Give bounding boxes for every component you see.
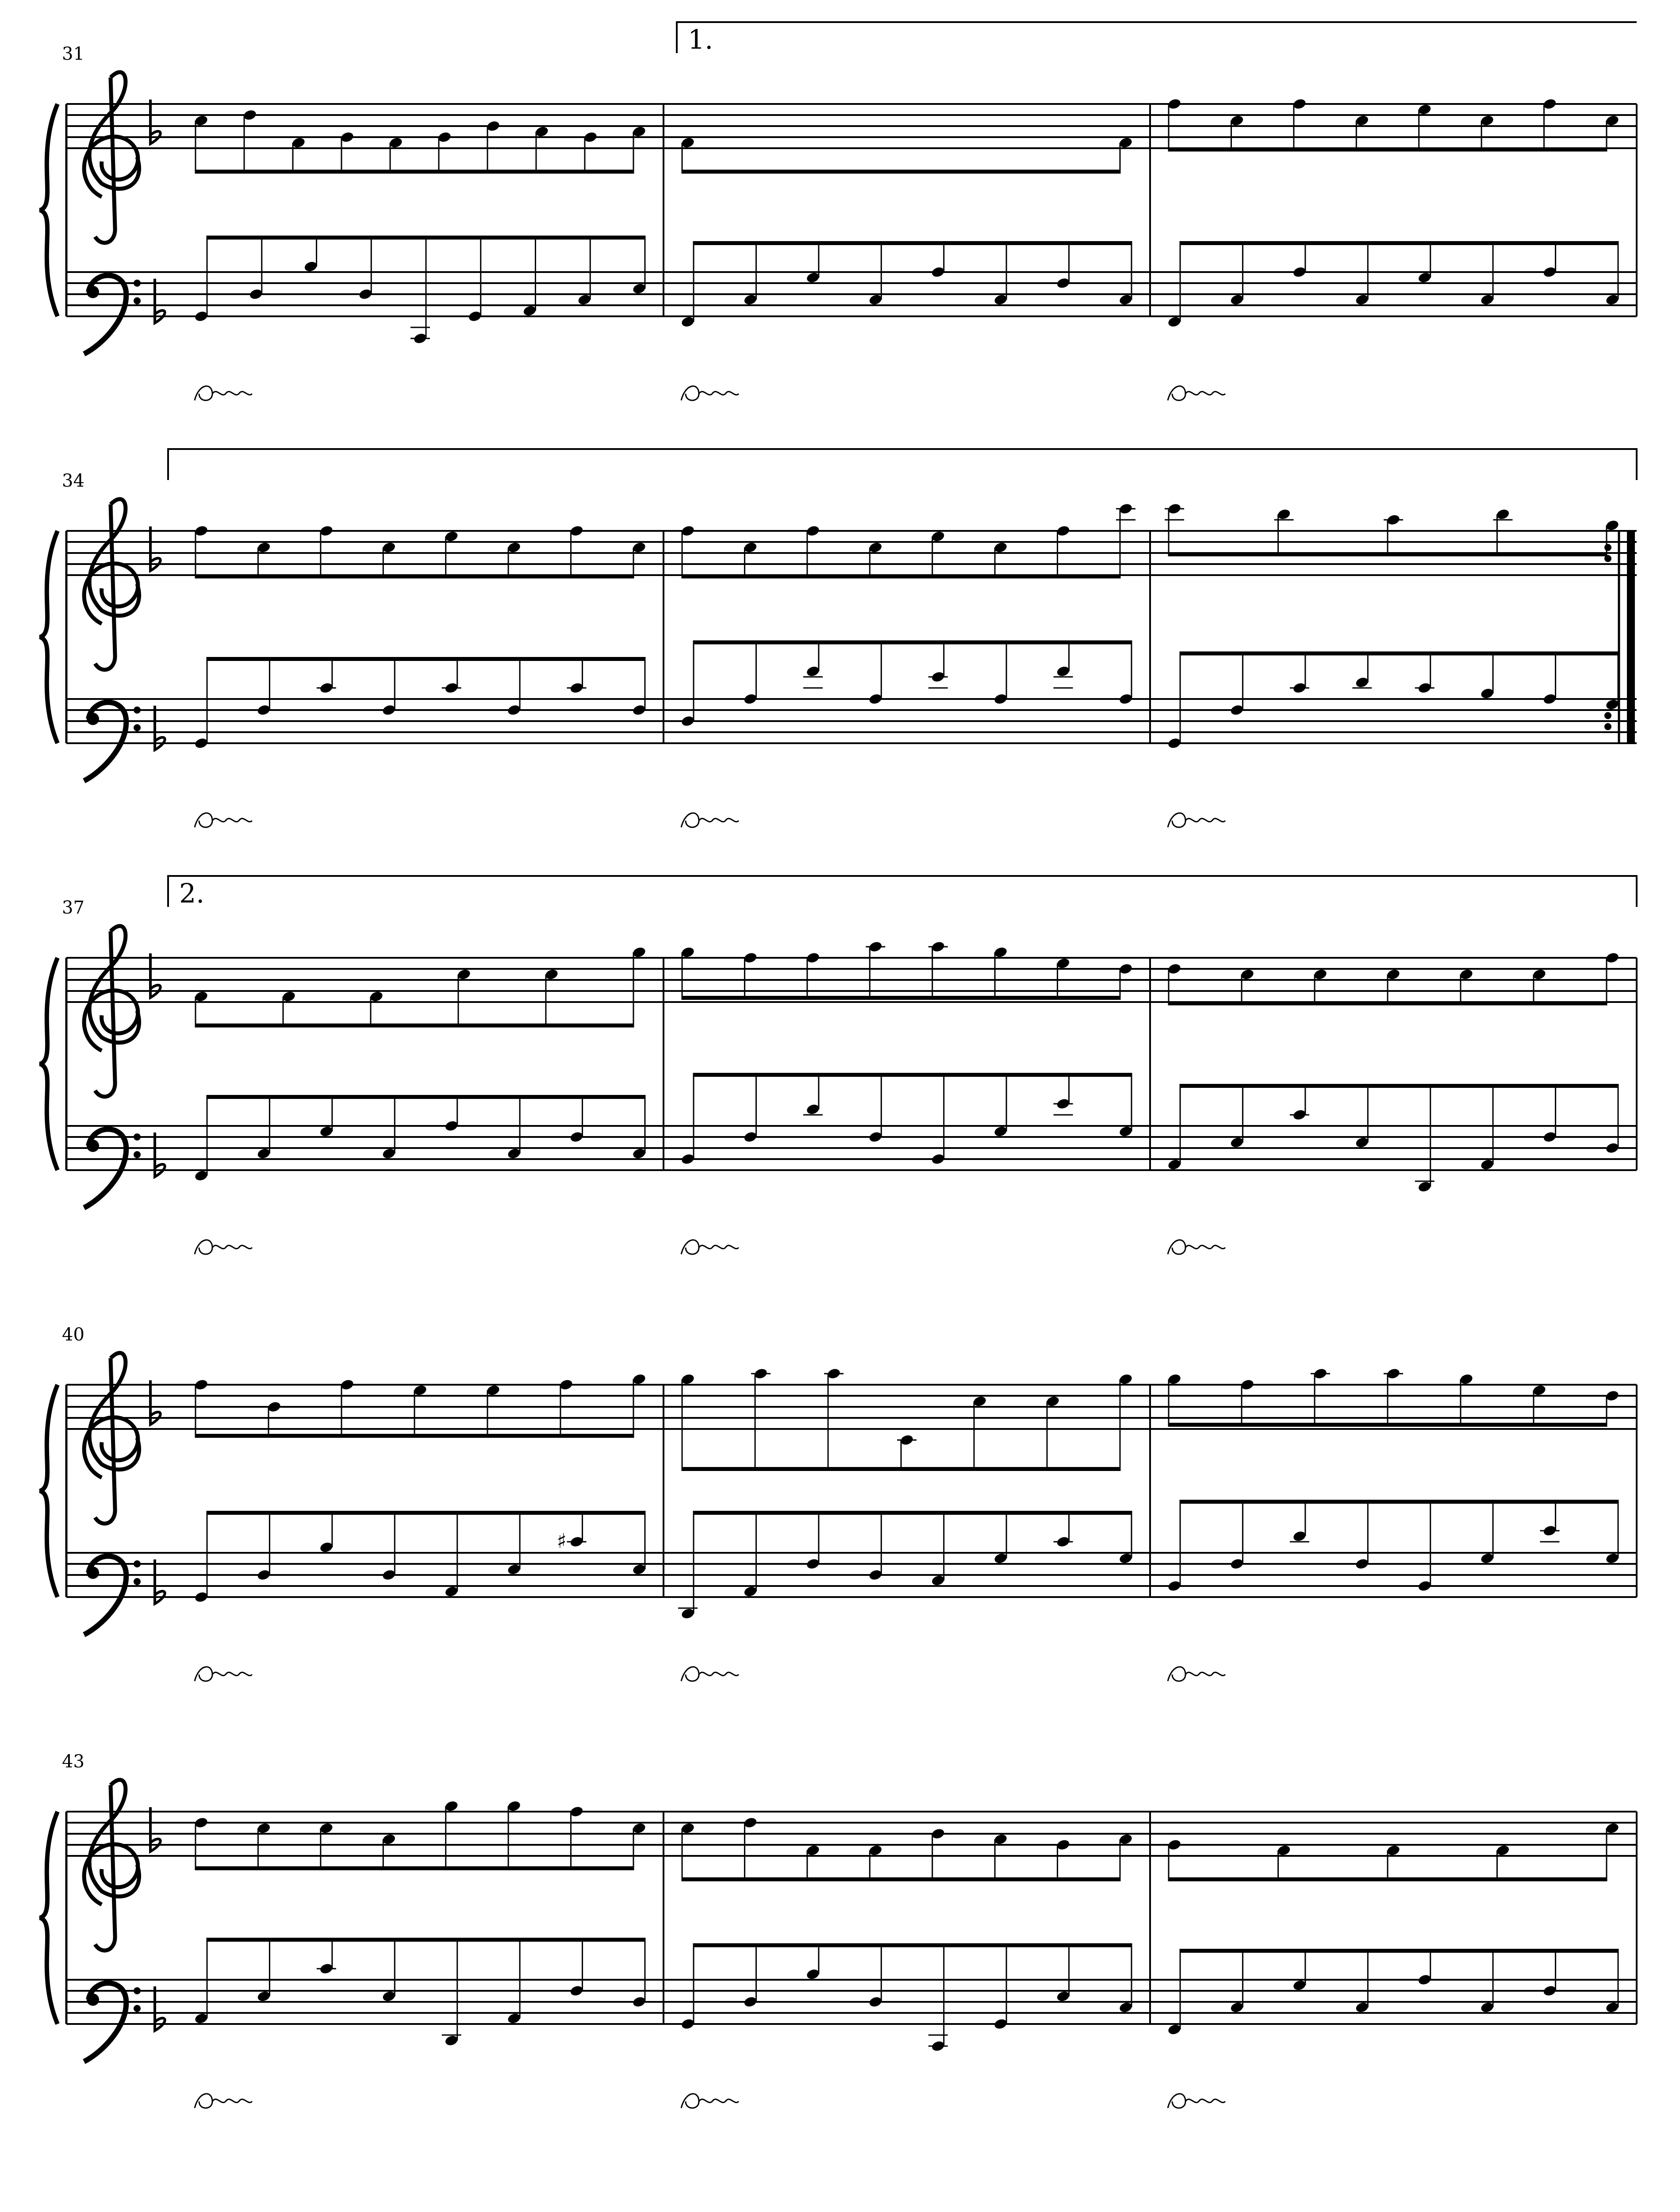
treble-beam (196, 1866, 633, 1870)
repeat-dot (1604, 544, 1611, 551)
treble-beam (682, 170, 1120, 174)
bass-beam (207, 1095, 645, 1099)
page-number (0, 2208, 1680, 2212)
volta-bracket (168, 449, 1637, 480)
pedal-marking (681, 813, 739, 827)
treble-clef (84, 926, 139, 1097)
pedal-marking (1168, 813, 1225, 827)
system-4 (40, 1325, 1637, 1681)
pedal-marking (1168, 386, 1225, 400)
pedal-marking (681, 386, 739, 400)
bass-beam (1180, 1500, 1618, 1504)
bass-beam (1180, 241, 1618, 245)
bass-beam (694, 1073, 1132, 1077)
pedal-marking (195, 1240, 252, 1254)
bass-clef (84, 1983, 141, 2062)
pedal-marking (1168, 1240, 1225, 1254)
system-5 (40, 1751, 1637, 2108)
system-2 (40, 449, 1637, 827)
grand-staff-brace (40, 1812, 58, 2024)
pedal-marking (195, 2094, 252, 2108)
treble-clef (84, 1353, 139, 1524)
pedal-marking (195, 1667, 252, 1681)
treble-beam (196, 1434, 633, 1438)
treble-beam (1169, 1002, 1607, 1006)
sharp-sign: ♯ (556, 1529, 567, 1553)
grand-staff-brace (40, 1385, 58, 1597)
treble-beam (196, 575, 633, 579)
bass-beam (694, 1511, 1132, 1515)
measure-number: 40 (62, 1325, 84, 1345)
bass-clef (84, 1129, 141, 1208)
grand-staff-brace (40, 104, 58, 316)
pedal-marking (681, 1667, 739, 1681)
measure-number: 37 (62, 898, 84, 918)
bass-beam (694, 241, 1132, 245)
bass-beam (694, 1943, 1132, 1947)
pedal-marking (681, 2094, 739, 2108)
volta-label: 2. (179, 878, 205, 909)
treble-beam (1169, 1423, 1607, 1427)
measure-number: 34 (62, 471, 84, 491)
repeat-dot (1604, 712, 1611, 719)
bass-beam (207, 236, 645, 240)
bass-clef (84, 276, 141, 354)
volta-bracket (677, 22, 1637, 53)
bass-beam (1180, 1084, 1618, 1088)
pedal-marking (1168, 1667, 1225, 1681)
bass-beam (1180, 1949, 1618, 1953)
treble-beam (1169, 553, 1607, 557)
treble-beam (196, 170, 633, 174)
repeat-barline-thick (1627, 531, 1635, 743)
treble-clef (84, 72, 139, 243)
pedal-marking (195, 386, 252, 400)
treble-beam (682, 575, 1120, 579)
bass-clef (84, 703, 141, 781)
treble-beam (196, 1024, 633, 1028)
grand-staff-brace (40, 958, 58, 1170)
measure-number: 43 (62, 1751, 84, 1772)
treble-beam (682, 1467, 1120, 1471)
treble-beam (1169, 1878, 1607, 1882)
treble-beam (682, 1878, 1120, 1882)
bass-beam (207, 1511, 645, 1515)
treble-beam (1169, 148, 1607, 152)
system-1 (40, 22, 1637, 400)
bass-clef (84, 1556, 141, 1635)
pedal-marking (681, 1240, 739, 1254)
treble-clef (84, 499, 139, 670)
repeat-dot (1604, 723, 1611, 730)
volta-label: 1. (688, 24, 713, 55)
bass-beam (207, 1938, 645, 1942)
bass-beam (694, 641, 1132, 645)
treble-clef (84, 1780, 139, 1951)
measure-number: 31 (62, 44, 84, 64)
bass-beam (207, 657, 645, 661)
system-3 (40, 876, 1637, 1254)
volta-bracket (168, 876, 1637, 907)
pedal-marking (1168, 2094, 1225, 2108)
bass-beam (1180, 652, 1618, 656)
treble-beam (682, 996, 1120, 1000)
grand-staff-brace (40, 531, 58, 743)
pedal-marking (195, 813, 252, 827)
